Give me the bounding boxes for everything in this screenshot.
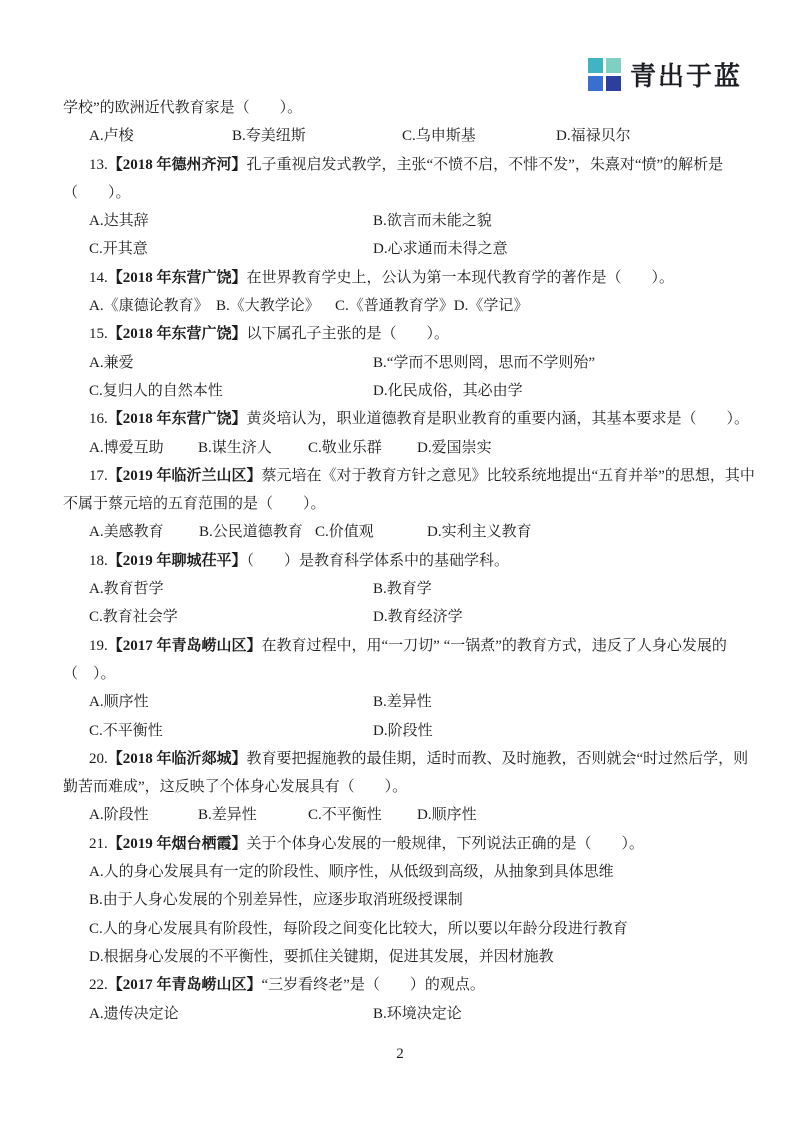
option-d: D.《学记》 [453,298,529,315]
question-18-stem [63,547,740,575]
question-16-options-row [63,434,740,462]
option-d: D.爱国崇实 [417,439,492,456]
question-source-tag: 【2017 年青岛崂山区】 [107,637,262,654]
question-number: 22. [89,977,108,994]
question-13-stem [63,151,740,179]
option-c: C.敬业乐群 [308,439,382,456]
question-source-tag: 【2018 年东营广饶】 [107,411,247,428]
question-20-stem-cont: 勤苦而难成”，这反映了个体身心发展具有（ ）。 [63,779,408,796]
question-12-stem-tail: 学校”的欧洲近代教育家是（ ）。 [63,100,303,116]
option-c: C.不平衡性 [308,807,382,824]
option-b: B.《大教学论》 [216,298,320,315]
question-21-stem [63,830,740,858]
question-19-stem-cont: （ ）。 [63,665,116,682]
question-source-tag: 【2017 年青岛崂山区】 [107,977,262,994]
question-source-tag: 【2019 年临沂兰山区】 [107,467,262,484]
question-text: 教育要把握施教的最佳期，适时而教、及时施教，否则就会“时过然后学，则 [246,750,749,767]
question-18-options-row [63,603,740,631]
question-number: 20. [89,750,108,767]
option-d: D.实利主义教育 [427,524,532,541]
question-text: 在世界教育学史上，公认为第一本现代教育学的著作是（ ）。 [246,269,675,286]
option-d: D.福禄贝尔 [556,128,631,145]
option-c: C.复归人的自然本性 [89,382,223,399]
question-22-options-row [63,1000,740,1028]
question-15-options-row [63,349,740,377]
option-a: A.兼爱 [89,354,134,371]
option-c: C.不平衡性 [89,722,163,739]
option-a: A.遗传决定论 [89,1005,179,1022]
brand-name: 青出于蓝 [629,61,742,91]
option-b: B.公民道德教育 [199,524,303,541]
question-20-options-row [63,801,740,829]
question-18-options-row [63,575,740,603]
question-13-options-row [63,235,740,263]
question-19-stem [63,632,740,660]
page-number: 2 [396,1046,404,1062]
question-21-option-a: A.人的身心发展具有一定的阶段性、顺序性，从低级到高级，从抽象到具体思维 [89,864,614,881]
question-13-options-row [63,207,740,235]
question-17-stem-cont: 不属于蔡元培的五育范围的是（ ）。 [63,496,326,513]
question-source-tag: 【2018 年临沂郯城】 [107,750,247,767]
option-c: C.开其意 [89,241,148,258]
logo-square-teal-icon [588,58,603,73]
question-number: 21. [89,835,108,852]
question-19-options-row [63,717,740,745]
question-text: “三岁看终老”是（ ）的观点。 [261,977,485,994]
question-16-stem [63,405,750,433]
brand-logo [588,56,742,93]
question-12-options-row [63,122,740,150]
question-source-tag: 【2019 年聊城茌平】 [107,552,247,569]
option-c: C.教育社会学 [89,609,178,626]
question-number: 19. [89,637,108,654]
option-d: D.阶段性 [373,722,433,739]
option-b: B.谋生济人 [198,439,272,456]
option-c: C.《普通教育学》 [335,298,454,315]
question-20-stem [63,745,749,773]
option-b: B.欲言而未能之貌 [373,213,492,230]
logo-square-blue-icon [588,76,603,91]
question-list [63,94,755,1028]
option-a: A.阶段性 [89,807,149,824]
question-source-tag: 【2018 年东营广饶】 [107,326,247,343]
question-source-tag: 【2019 年烟台栖霞】 [107,835,247,852]
question-15-options-row [63,377,740,405]
question-21-option-d: D.根据身心发展的不平衡性，要抓住关键期，促进其发展，并因材施教 [89,948,554,965]
option-b: B.教育学 [373,581,432,598]
option-b: B.“学而不思则罔，思而不学则殆” [373,354,596,371]
question-21-option-c: C.人的身心发展具有阶段性，每阶段之间变化比较大，所以要以年龄分段进行教育 [89,920,628,937]
option-d: D.顺序性 [417,807,477,824]
question-number: 17. [89,467,108,484]
question-19-options-row [63,688,740,716]
question-22-stem [63,971,740,999]
question-14-options-row [63,292,740,320]
question-13-stem-cont: （ ）。 [63,184,131,201]
option-a: A.美感教育 [89,524,164,541]
option-d: D.化民成俗，其必由学 [373,382,523,399]
question-source-tag: 【2018 年东营广饶】 [107,269,247,286]
question-number: 18. [89,552,108,569]
option-a: A.博爱互助 [89,439,164,456]
question-text: 黄炎培认为，职业道德教育是职业教育的重要内涵，其基本要求是（ ）。 [246,411,750,428]
question-number: 15. [89,326,108,343]
question-source-tag: 【2018 年德州齐河】 [107,156,247,173]
question-text: （ ）是教育科学体系中的基础学科。 [246,552,510,569]
option-d: D.心求通而未得之意 [373,241,508,258]
logo-squares-icon [588,58,621,91]
option-b: B.环境决定论 [373,1005,462,1022]
option-a: A.顺序性 [89,694,149,711]
logo-square-cyan-icon [606,58,621,73]
option-b: B.夸美纽斯 [232,128,306,145]
option-a: A.《康德论教育》 [89,298,209,315]
option-a: A.达其辞 [89,213,149,230]
question-17-options-row [63,518,740,546]
question-21-option-b: B.由于人身心发展的个别差异性，应逐步取消班级授课制 [89,892,463,909]
question-14-stem [63,264,740,292]
option-c: C.价值观 [315,524,374,541]
question-number: 16. [89,411,108,428]
question-17-stem [63,462,755,490]
option-b: B.差异性 [198,807,257,824]
question-text: 关于个体身心发展的一般规律，下列说法正确的是（ ）。 [246,835,645,852]
question-text: 蔡元培在《对于教育方针之意见》比较系统地提出“五育并举”的思想，其中 [261,467,755,484]
question-number: 13. [89,156,108,173]
option-d: D.教育经济学 [373,609,463,626]
question-15-stem [63,320,740,348]
logo-square-navy-icon [606,76,621,91]
option-c: C.乌申斯基 [402,128,476,145]
question-text: 在教育过程中，用“一刀切” “一锅煮”的教育方式，违反了人身心发展的 [261,637,727,654]
question-number: 14. [89,269,108,286]
question-text: 孔子重视启发式教学，主张“不愤不启，不悱不发”，朱熹对“愤”的解析是 [246,156,724,173]
question-text: 以下属孔子主张的是（ ）。 [246,326,450,343]
option-a: A.卢梭 [89,128,134,145]
option-b: B.差异性 [373,694,432,711]
option-a: A.教育哲学 [89,581,164,598]
